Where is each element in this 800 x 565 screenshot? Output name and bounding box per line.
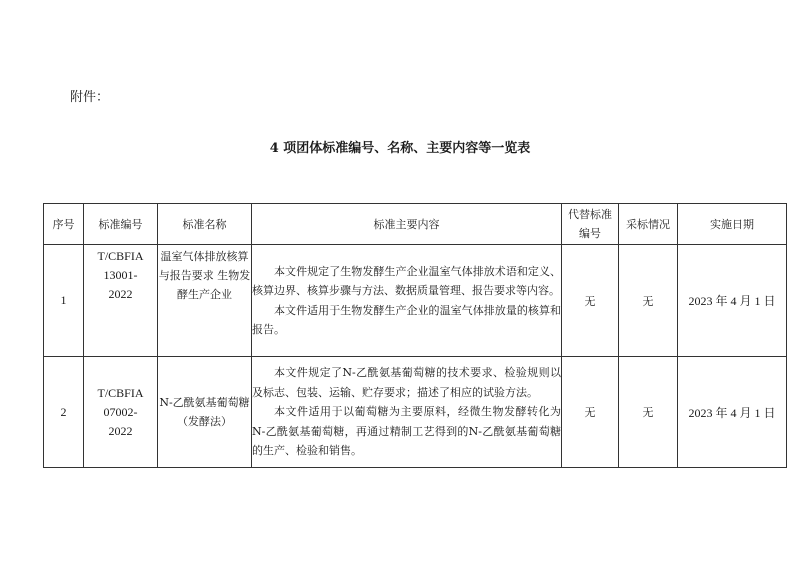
header-name: 标准名称 bbox=[158, 204, 252, 245]
row-name: N-乙酰氨基葡萄糖（发酵法） bbox=[158, 357, 252, 468]
attachment-label: 附件： bbox=[70, 90, 110, 105]
content-paragraph: 本文件规定了N-乙酰氨基葡萄糖的技术要求、检验规则以及标志、包装、运输、贮存要求；描述了相应的试验方法。 bbox=[252, 366, 561, 399]
row-code bbox=[84, 357, 158, 468]
row-adopt: 无 bbox=[619, 357, 678, 468]
header-content: 标准主要内容 bbox=[252, 204, 562, 245]
row-date: 2023 年 4 月 1 日 bbox=[678, 245, 787, 357]
row-replace: 无 bbox=[562, 245, 619, 357]
header-replace-text: 代替标准编号 bbox=[568, 208, 612, 240]
row-index: 2 bbox=[44, 357, 84, 468]
row-code-text: T/CBFIA 13001-2022 bbox=[97, 249, 144, 301]
content-paragraph: 本文件适用于生物发酵生产企业的温室气体排放量的核算和报告。 bbox=[252, 303, 561, 336]
row-name: 温室气体排放核算与报告要求 生物发酵生产企业 bbox=[158, 245, 252, 357]
content-paragraph: 本文件规定了生物发酵生产企业温室气体排放术语和定义、核算边界、核算步骤与方法、数据质量管理、报告要求等内容。 bbox=[252, 264, 561, 297]
row-content bbox=[252, 245, 562, 357]
row-replace: 无 bbox=[562, 357, 619, 468]
table-row bbox=[44, 357, 787, 468]
row-code-text: T/CBFIA 07002-2022 bbox=[97, 385, 144, 438]
standards-table bbox=[43, 203, 787, 468]
row-content bbox=[252, 357, 562, 468]
header-date: 实施日期 bbox=[678, 204, 787, 245]
header-code: 标准编号 bbox=[84, 204, 158, 245]
header-index: 序号 bbox=[44, 204, 84, 245]
row-code bbox=[84, 245, 158, 357]
document-title: 4 项团体标准编号、名称、主要内容等一览表 bbox=[269, 141, 531, 156]
header-adopt: 采标情况 bbox=[619, 204, 678, 245]
row-adopt: 无 bbox=[619, 245, 678, 357]
table-row bbox=[44, 245, 787, 357]
row-date: 2023 年 4 月 1 日 bbox=[678, 357, 787, 468]
header-replace bbox=[562, 204, 619, 245]
table-header-row bbox=[44, 204, 787, 245]
row-index: 1 bbox=[44, 245, 84, 357]
content-paragraph: 本文件适用于以葡萄糖为主要原料，经微生物发酵转化为N-乙酰氨基葡萄糖，再通过精制工艺得到的N-乙酰氨基葡萄糖的生产、检验和销售。 bbox=[252, 405, 561, 458]
